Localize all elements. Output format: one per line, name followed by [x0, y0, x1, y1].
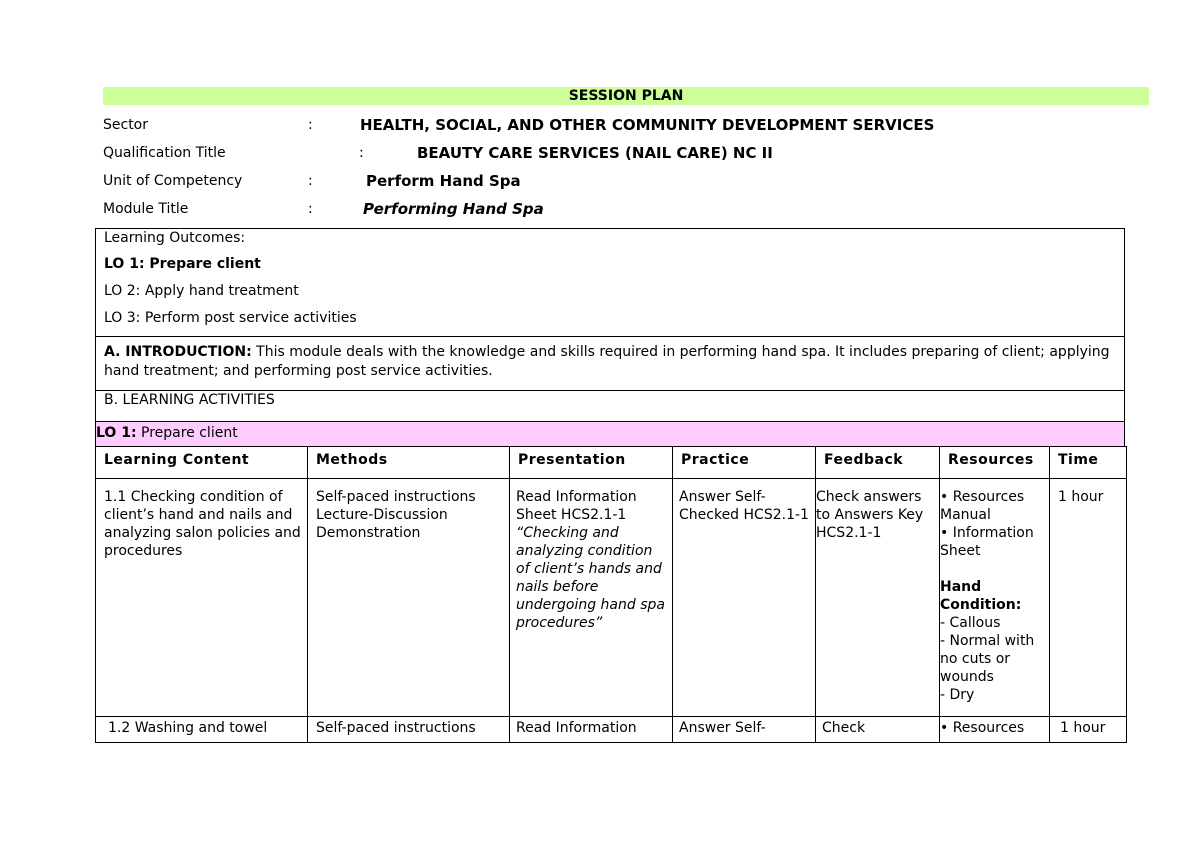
row2-feedback: Check: [816, 717, 940, 743]
introduction-text: This module deals with the knowledge and skills required in performing hand spa. It includes preparing of client; applying hand treatment; and performing post service activities.: [104, 344, 1110, 379]
lo1-item: LO 1: Prepare client: [104, 256, 261, 272]
lo1-bar-text: Prepare client: [136, 425, 238, 441]
table-row: [96, 717, 1127, 743]
row1-presentation-plain: Read Information Sheet HCS2.1-1: [516, 489, 637, 523]
header-methods: Methods: [308, 447, 510, 479]
row1-feedback: Check answers to Answers Key HCS2.1-1: [816, 479, 940, 717]
row1-method-1: Self-paced instructions: [316, 489, 476, 505]
row1-practice: Answer Self-Checked HCS2.1-1: [673, 479, 816, 717]
header-presentation: Presentation: [510, 447, 673, 479]
row2-presentation: Read Information: [510, 717, 673, 743]
row1-resource-1: • Resources Manual: [940, 489, 1025, 523]
session-plan-title: SESSION PLAN: [103, 87, 1149, 105]
row2-practice: Answer Self-: [673, 717, 816, 743]
row1-methods: [308, 479, 510, 717]
qualification-colon: :: [359, 145, 364, 161]
table-header-row: [96, 447, 1127, 479]
hand-item-dry: - Dry: [940, 687, 975, 703]
qualification-label: Qualification Title: [103, 145, 226, 161]
learning-activities-heading: B. LEARNING ACTIVITIES: [95, 390, 1125, 422]
lo3-item: LO 3: Perform post service activities: [104, 310, 357, 326]
hand-condition-heading: Hand Condition:: [940, 579, 1022, 613]
table-row: [96, 479, 1127, 717]
introduction-box: [95, 336, 1125, 391]
module-value: Performing Hand Spa: [363, 200, 544, 218]
sector-value: HEALTH, SOCIAL, AND OTHER COMMUNITY DEVELOPMENT SERVICES: [360, 116, 935, 134]
qualification-value: BEAUTY CARE SERVICES (NAIL CARE) NC II: [417, 144, 773, 162]
lo2-item: LO 2: Apply hand treatment: [104, 283, 299, 299]
row1-time: 1 hour: [1050, 479, 1127, 717]
row2-content: 1.2 Washing and towel: [96, 717, 308, 743]
row1-method-3: Demonstration: [316, 525, 421, 541]
learning-outcomes-box: [95, 228, 1125, 337]
hand-item-normal: - Normal with no cuts or wounds: [940, 633, 1035, 685]
header-feedback: Feedback: [816, 447, 940, 479]
sector-label: Sector: [103, 117, 149, 133]
row1-resource-2: • Information Sheet: [940, 525, 1034, 559]
header-time: Time: [1050, 447, 1127, 479]
introduction-label: A. INTRODUCTION:: [104, 344, 252, 360]
activities-table: [95, 446, 1127, 743]
learning-outcomes-heading: Learning Outcomes:: [104, 230, 246, 246]
lo1-bar: [95, 421, 1125, 447]
unit-value: Perform Hand Spa: [366, 172, 521, 190]
module-label: Module Title: [103, 201, 189, 217]
unit-colon: :: [308, 173, 313, 189]
row1-method-2: Lecture-Discussion: [316, 507, 448, 523]
module-colon: :: [308, 201, 313, 217]
row1-resources: [940, 479, 1050, 717]
row2-resources: • Resources: [940, 717, 1050, 743]
row1-presentation: [510, 479, 673, 717]
lo1-bar-label: LO 1:: [96, 425, 137, 441]
header-learning-content: Learning Content: [96, 447, 308, 479]
row1-presentation-italic: “Checking and analyzing condition of client’s hands and nails before undergoing hand spa procedures”: [516, 525, 665, 631]
row2-time: 1 hour: [1050, 717, 1127, 743]
header-practice: Practice: [673, 447, 816, 479]
row2-methods: Self-paced instructions: [308, 717, 510, 743]
row1-content: 1.1 Checking condition of client’s hand and nails and analyzing salon policies and procedures: [96, 479, 308, 717]
header-resources: Resources: [940, 447, 1050, 479]
sector-colon: :: [308, 117, 313, 133]
hand-item-callous: - Callous: [940, 615, 1001, 631]
unit-label: Unit of Competency: [103, 173, 243, 189]
